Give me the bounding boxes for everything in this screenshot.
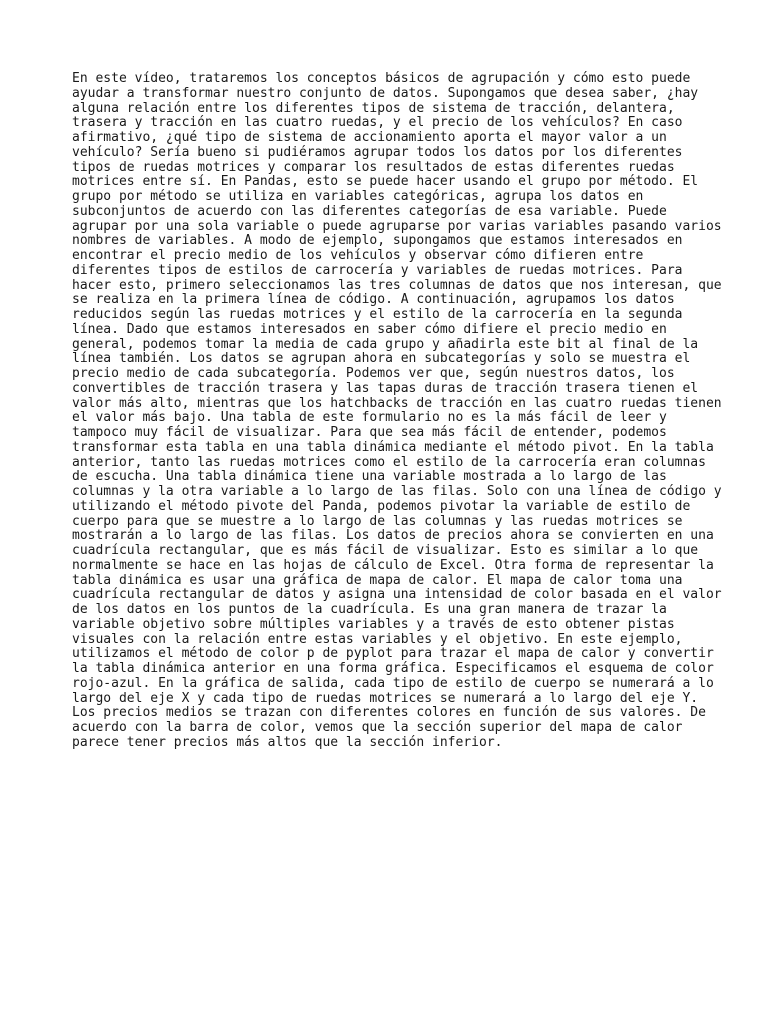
text-line: el valor más bajo. Una tabla de este formulario no es la más fácil de leer y bbox=[72, 410, 667, 426]
text-line: diferentes tipos de estilos de carrocería y variables de ruedas motrices. Para bbox=[72, 262, 683, 278]
text-line: general, podemos tomar la media de cada grupo y añadirla este bit al final de la bbox=[72, 336, 699, 352]
text-line: de escucha. Una tabla dinámica tiene una variable mostrada a lo largo de las bbox=[72, 469, 667, 485]
text-line: cuerpo para que se muestre a lo largo de las columnas y las ruedas motrices se bbox=[72, 513, 683, 529]
text-line: rojo-azul. En la gráfica de salida, cada tipo de estilo de cuerpo se numerará a lo bbox=[72, 675, 714, 691]
text-line: tampoco muy fácil de visualizar. Para que sea más fácil de entender, podemos bbox=[72, 425, 667, 440]
text-line: afirmativo, ¿qué tipo de sistema de accionamiento aporta el mayor valor a un bbox=[72, 130, 667, 145]
text-line: convertibles de tracción trasera y las tapas duras de tracción trasera tienen el bbox=[72, 380, 699, 396]
text-line: reducidos según las ruedas motrices y el estilo de la carrocería en la segunda bbox=[72, 307, 683, 322]
text-line: ayudar a transformar nuestro conjunto de datos. Supongamos que desea saber, ¿hay bbox=[72, 85, 699, 101]
text-line: visuales con la relación entre estas variables y el objetivo. En este ejemplo, bbox=[72, 631, 683, 647]
text-line: encontrar el precio medio de los vehículos y observar cómo difieren entre bbox=[72, 248, 644, 263]
text-line: subconjuntos de acuerdo con las diferentes categorías de esa variable. Puede bbox=[72, 203, 667, 219]
text-line: Los precios medios se trazan con diferentes colores en función de sus valores. De bbox=[72, 705, 706, 721]
text-line: motrices entre sí. En Pandas, esto se puede hacer usando el grupo por método. El bbox=[72, 174, 699, 190]
text-line: se realiza en la primera línea de código. A continuación, agrupamos los datos bbox=[72, 292, 675, 308]
text-line: de los datos en los puntos de la cuadrícula. Es una gran manera de trazar la bbox=[72, 602, 667, 617]
text-line: mostrarán a lo largo de las filas. Los datos de precios ahora se convierten en una bbox=[72, 528, 714, 544]
text-line: agrupar por una sola variable o puede agruparse por varias variables pasando varios bbox=[72, 218, 722, 234]
text-line: parece tener precios más altos que la sección inferior. bbox=[72, 734, 503, 750]
text-line: cuadrícula rectangular de datos y asigna una intensidad de color basada en el valor bbox=[72, 587, 722, 603]
text-line: línea también. Los datos se agrupan ahora en subcategorías y solo se muestra el bbox=[72, 351, 691, 367]
text-line: acuerdo con la barra de color, vemos que la sección superior del mapa de calor bbox=[72, 720, 683, 735]
text-line: variable objetivo sobre múltiples variables y a través de esto obtener pistas bbox=[72, 616, 675, 632]
text-line: trasera y tracción en las cuatro ruedas, y el precio de los vehículos? En caso bbox=[72, 115, 683, 131]
text-line: utilizando el método pivote del Panda, podemos pivotar la variable de estilo de bbox=[72, 498, 691, 514]
text-line: línea. Dado que estamos interesados en saber cómo difiere el precio medio en bbox=[72, 321, 667, 337]
text-line: la tabla dinámica anterior en una forma gráfica. Especificamos el esquema de color bbox=[72, 661, 714, 676]
text-line: largo del eje X y cada tipo de ruedas motrices se numerará a lo largo del eje Y. bbox=[72, 690, 699, 706]
text-line: columnas y la otra variable a lo largo de las filas. Solo con una línea de código y bbox=[72, 484, 722, 499]
text-line: cuadrícula rectangular, que es más fácil de visualizar. Esto es similar a lo que bbox=[72, 543, 699, 558]
text-line: tipos de ruedas motrices y comparar los resultados de estas diferentes ruedas bbox=[72, 159, 675, 175]
text-line: vehículo? Sería bueno si pudiéramos agrupar todos los datos por los diferentes bbox=[72, 144, 683, 160]
text-line: En este vídeo, trataremos los conceptos básicos de agrupación y cómo esto puede bbox=[72, 71, 691, 86]
text-line: grupo por método se utiliza en variables categóricas, agrupa los datos en bbox=[72, 189, 644, 204]
text-line: nombres de variables. A modo de ejemplo, supongamos que estamos interesados en bbox=[72, 233, 683, 249]
text-line: hacer esto, primero seleccionamos las tres columnas de datos que nos interesan, que bbox=[72, 277, 722, 293]
text-line: alguna relación entre los diferentes tipos de sistema de tracción, delantera, bbox=[72, 100, 675, 116]
text-line: transformar esta tabla en una tabla dinámica mediante el método pivot. En la tabla bbox=[72, 439, 714, 455]
text-line: anterior, tanto las ruedas motrices como el estilo de la carrocería eran columnas bbox=[72, 454, 706, 470]
text-line: tabla dinámica es usar una gráfica de mapa de calor. El mapa de calor toma una bbox=[72, 572, 683, 588]
body-text bbox=[72, 71, 722, 751]
text-line: precio medio de cada subcategoría. Podemos ver que, según nuestros datos, los bbox=[72, 366, 675, 381]
text-line: normalmente se hace en las hojas de cálculo de Excel. Otra forma de representar la bbox=[72, 557, 714, 573]
text-line: utilizamos el método de color p de pyplot para trazar el mapa de calor y convertir bbox=[72, 646, 714, 662]
text-line: valor más alto, mientras que los hatchbacks de tracción en las cuatro ruedas tienen bbox=[72, 395, 722, 411]
